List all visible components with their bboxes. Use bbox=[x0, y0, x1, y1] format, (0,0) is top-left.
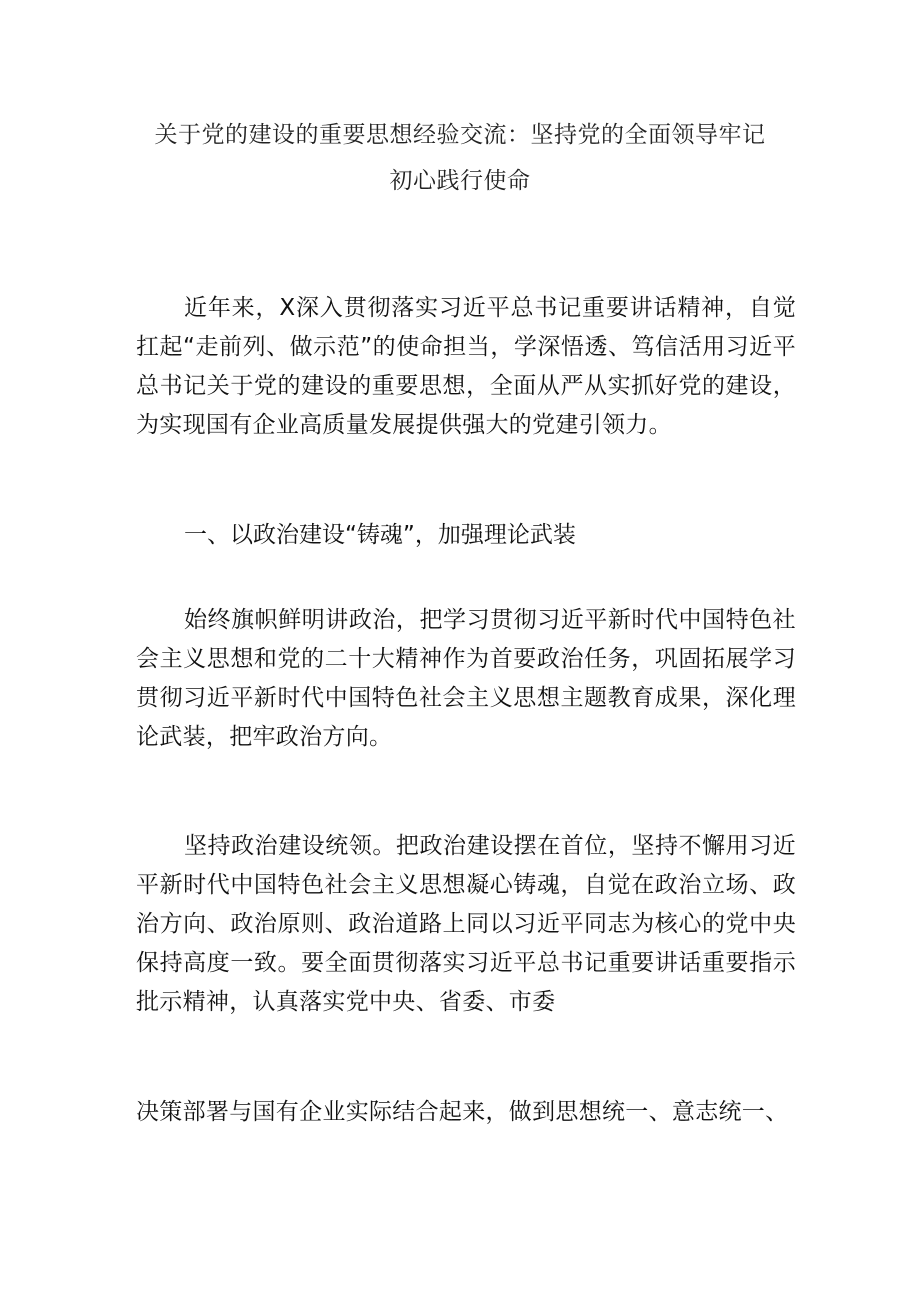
paragraph-continuation: 决策部署与国有企业实际结合起来，做到思想统一、意志统一、 bbox=[136, 1099, 789, 1125]
paragraph-intro: 近年来，X深入贯彻落实习近平总书记重要讲话精神，自觉扛起“走前列、做示范”的使命担当，学深悟透、笃信活用习近平总书记关于党的建设的重要思想，全面从严从实抓好党的建设，为实现国有企业高质量发展提供强大的党建引领力。 bbox=[136, 295, 796, 438]
title-line-2: 初心践行使命 bbox=[389, 168, 531, 194]
paragraph-political-leadership: 坚持政治建设统领。把政治建设摆在首位，坚持不懈用习近平新时代中国特色社会主义思想凝心铸魂，自觉在政治立场、政治方向、政治原则、政治道路上同以习近平同志为核心的党中央保持高度一致。要全面贯彻落实习近平总书记重要讲话重要指示批示精神，认真落实党中央、省委、市委 bbox=[136, 833, 796, 1015]
document-title bbox=[120, 112, 800, 204]
title-line-1: 关于党的建设的重要思想经验交流：坚持党的全面领导牢记 bbox=[154, 122, 766, 148]
paragraph-political-direction: 始终旗帜鲜明讲政治，把学习贯彻习近平新时代中国特色社会主义思想和党的二十大精神作为首要政治任务，巩固拓展学习贯彻习近平新时代中国特色社会主义思想主题教育成果，深化理论武装，把牢政治方向。 bbox=[136, 607, 796, 750]
section-heading-1: 一、以政治建设“铸魂”，加强理论武装 bbox=[184, 522, 576, 548]
